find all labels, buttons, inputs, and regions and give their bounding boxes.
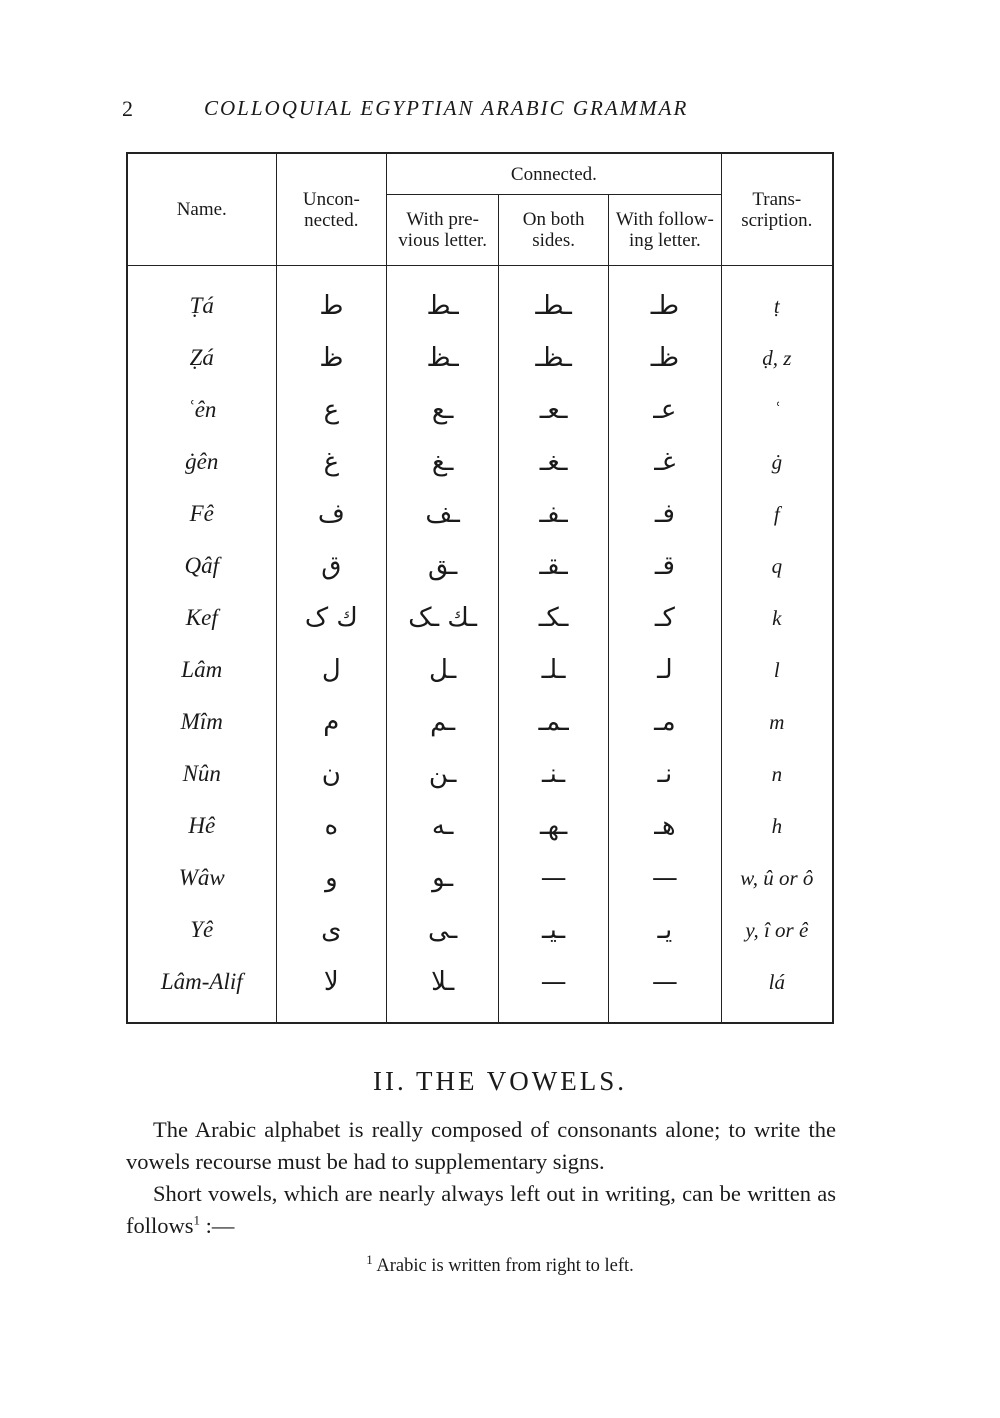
transcription: ʿ — [773, 397, 781, 422]
form-on-both: ـعـ — [499, 384, 609, 436]
table-row — [128, 696, 832, 748]
table-row — [128, 592, 832, 644]
footnote-text: Arabic is written from right to left. — [372, 1256, 634, 1276]
table-row — [128, 800, 832, 852]
letter-name: Mîm — [128, 696, 277, 748]
transcription: h — [771, 813, 783, 838]
letter-name: Yê — [128, 904, 277, 956]
header-with-previous: With pre- vious letter. — [387, 195, 499, 266]
transcription: ṭ — [773, 293, 780, 318]
letter-name: ġên — [128, 436, 277, 488]
form-unconnected: ف — [277, 488, 388, 540]
form-with-previous: ـط — [387, 280, 499, 332]
paragraph: Short vowels, which are nearly always left out in writing, can be written as follows$^1$ :— — [126, 1181, 836, 1238]
header-on-both: On both sides. — [499, 195, 609, 266]
form-with-following: عـ — [609, 384, 722, 436]
header-with-following: With follow- ing letter. — [609, 195, 722, 266]
form-on-both: ـيـ — [499, 904, 609, 956]
form-unconnected: ل — [277, 644, 388, 696]
letter-name: Ẓá — [128, 332, 277, 384]
form-with-previous: ـن — [387, 748, 499, 800]
header-name: Name. — [128, 154, 277, 266]
form-with-following: کـ — [609, 592, 722, 644]
section-heading: II. THE VOWELS. — [373, 1066, 627, 1096]
transcription: l — [773, 657, 780, 682]
form-unconnected: و — [277, 852, 388, 904]
header-connected: Connected. — [387, 154, 721, 195]
form-on-both: ـقـ — [499, 540, 609, 592]
letter-name: Kef — [128, 592, 277, 644]
form-on-both: ـفـ — [499, 488, 609, 540]
form-with-previous: ـف — [387, 488, 499, 540]
transcription: n — [771, 761, 783, 786]
letter-name: ʿên — [128, 384, 277, 436]
form-with-previous: ـى — [387, 904, 499, 956]
form-with-previous: ـم — [387, 696, 499, 748]
letter-name: Qâf — [128, 540, 277, 592]
letter-name: Hê — [128, 800, 277, 852]
letter-name: Nûn — [128, 748, 277, 800]
form-on-both: ـظـ — [499, 332, 609, 384]
form-with-following: فـ — [609, 488, 722, 540]
transcription: q — [771, 553, 783, 578]
form-with-following: نـ — [609, 748, 722, 800]
transcription: y, î or ê — [745, 917, 809, 942]
form-on-both: — — [499, 956, 609, 1008]
table-row — [128, 904, 832, 956]
form-unconnected: ع — [277, 384, 388, 436]
form-with-previous: ـق — [387, 540, 499, 592]
form-with-following: لـ — [609, 644, 722, 696]
form-unconnected: غ — [277, 436, 388, 488]
alphabet-table — [126, 152, 834, 1022]
form-unconnected: ه — [277, 800, 388, 852]
form-unconnected: م — [277, 696, 388, 748]
form-on-both: ـغـ — [499, 436, 609, 488]
form-with-following: قـ — [609, 540, 722, 592]
table-row — [128, 436, 832, 488]
table-row — [128, 644, 832, 696]
header-transcription: Trans- scription. — [722, 154, 832, 266]
form-unconnected: ن — [277, 748, 388, 800]
running-head — [122, 96, 822, 126]
footnote-number: 1 — [366, 1251, 373, 1267]
header-unconnected: Uncon- nected. — [277, 154, 388, 266]
table-row — [128, 332, 832, 384]
form-on-both: — — [499, 852, 609, 904]
form-unconnected: ك ک — [277, 592, 388, 644]
transcription: ġ — [771, 449, 783, 474]
form-with-previous: ـظ — [387, 332, 499, 384]
table-row — [128, 748, 832, 800]
transcription: ḍ, z — [762, 345, 792, 370]
table-row — [128, 488, 832, 540]
transcription: f — [773, 501, 780, 526]
letter-name: Lâm-Alif — [128, 956, 277, 1008]
form-on-both: ـطـ — [499, 280, 609, 332]
form-with-following: مـ — [609, 696, 722, 748]
table-row — [128, 384, 832, 436]
table-row — [128, 540, 832, 592]
letter-name: Ṭá — [128, 280, 277, 332]
form-with-following: غـ — [609, 436, 722, 488]
form-with-previous: ـغ — [387, 436, 499, 488]
form-unconnected: ط — [277, 280, 388, 332]
form-with-previous: ـلا — [387, 956, 499, 1008]
table-row — [128, 956, 832, 1008]
form-with-following: — — [609, 956, 722, 1008]
body-text — [126, 1114, 836, 1242]
letter-name: Fê — [128, 488, 277, 540]
transcription: m — [769, 709, 785, 734]
page-number: 2 — [122, 96, 133, 121]
form-with-following: هـ — [609, 800, 722, 852]
transcription: lá — [768, 969, 785, 994]
footnote-marker: 1 — [193, 1212, 200, 1228]
table-row — [128, 280, 832, 332]
form-with-following: يـ — [609, 904, 722, 956]
letter-name: Lâm — [128, 644, 277, 696]
footnote — [0, 1251, 1000, 1277]
form-unconnected: لا — [277, 956, 388, 1008]
form-unconnected: ق — [277, 540, 388, 592]
paragraph: The Arabic alphabet is really composed of consonants alone; to write the vowels recourse must be had to supplementary signs. — [126, 1117, 836, 1174]
form-with-previous: ـو — [387, 852, 499, 904]
transcription: k — [772, 605, 782, 630]
form-with-following: ظـ — [609, 332, 722, 384]
form-on-both: ـلـ — [499, 644, 609, 696]
form-with-following: — — [609, 852, 722, 904]
form-with-previous: ـل — [387, 644, 499, 696]
form-on-both: ـمـ — [499, 696, 609, 748]
table-row — [128, 852, 832, 904]
letter-name: Wâw — [128, 852, 277, 904]
form-on-both: ـکـ — [499, 592, 609, 644]
form-with-previous: ـع — [387, 384, 499, 436]
form-on-both: ـنـ — [499, 748, 609, 800]
transcription: w, û or ô — [740, 865, 814, 890]
form-with-previous: ـه — [387, 800, 499, 852]
running-title: COLLOQUIAL EGYPTIAN ARABIC GRAMMAR — [204, 96, 689, 120]
form-with-previous: ـك ـک — [387, 592, 499, 644]
form-unconnected: ى — [277, 904, 388, 956]
form-with-following: طـ — [609, 280, 722, 332]
form-unconnected: ظ — [277, 332, 388, 384]
form-on-both: ـهـ — [499, 800, 609, 852]
